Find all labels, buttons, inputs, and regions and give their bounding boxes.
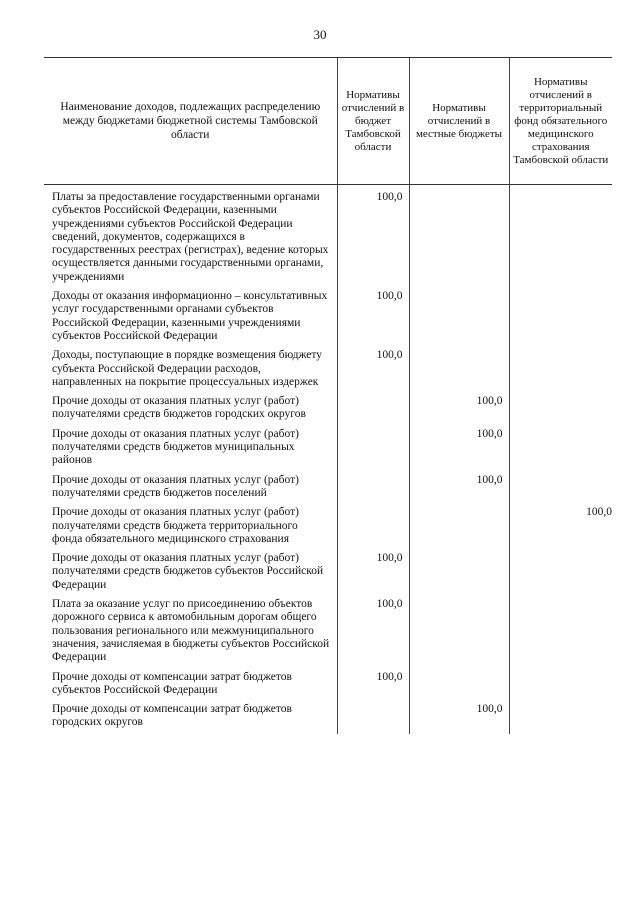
local-norm-cell <box>409 504 509 550</box>
table-row <box>44 472 612 505</box>
regional-norm-cell <box>337 701 409 734</box>
table-row <box>44 288 612 347</box>
regional-norm-cell: 100,0 <box>337 185 409 289</box>
revenue-name-cell: Прочие доходы от оказания платных услуг (работ) получателями средств бюджетов поселений <box>52 473 299 499</box>
table-row <box>44 669 612 702</box>
revenue-name-cell: Прочие доходы от оказания платных услуг (работ) получателями средств бюджетов субъектов Российской Федерации <box>52 552 324 591</box>
local-norm-cell <box>409 596 509 668</box>
fund-norm-cell <box>509 347 612 393</box>
revenue-name-cell: Плата за оказание услуг по присоединению объектов дорожного сервиса к автомобильным дорогам общего пользования регионального или межмуниципального значения, зачисляемая в бюджеты субъектов Российской Федерации <box>52 598 330 664</box>
regional-norm-cell: 100,0 <box>337 596 409 668</box>
local-norm-cell <box>409 550 509 596</box>
revenue-name-cell: Прочие доходы от оказания платных услуг (работ) получателями средств бюджета территориального фонда обязательного медицинского страхования <box>52 506 299 545</box>
header-revenue-name: Наименование доходов, подлежащих распределению между бюджетами бюджетной системы Тамбовской области <box>44 58 337 185</box>
header-fund-norm: Нормативы отчислений в территориальный фонд обязательного медицинского страхования Тамбовской области <box>509 58 612 185</box>
revenue-name-cell: Прочие доходы от оказания платных услуг (работ) получателями средств бюджетов городских округов <box>52 395 306 421</box>
regional-norm-cell <box>337 504 409 550</box>
header-local-norm: Нормативы отчислений в местные бюджеты <box>409 58 509 185</box>
table-row <box>44 550 612 596</box>
regional-norm-cell <box>337 426 409 472</box>
fund-norm-cell <box>509 669 612 702</box>
revenue-name-cell: Прочие доходы от компенсации затрат бюджетов субъектов Российской Федерации <box>52 670 292 696</box>
revenue-name-cell: Доходы, поступающие в порядке возмещения бюджету субъекта Российской Федерации расходов, направленных на покрытие процессуальных издержек <box>52 349 323 388</box>
local-norm-cell: 100,0 <box>409 393 509 426</box>
regional-norm-cell: 100,0 <box>337 347 409 393</box>
fund-norm-cell <box>509 426 612 472</box>
regional-norm-cell: 100,0 <box>337 669 409 702</box>
regional-norm-cell: 100,0 <box>337 288 409 347</box>
local-norm-cell <box>409 288 509 347</box>
table-row <box>44 504 612 550</box>
table-row <box>44 701 612 734</box>
local-norm-cell <box>409 347 509 393</box>
table-row <box>44 393 612 426</box>
fund-norm-cell <box>509 550 612 596</box>
table-row <box>44 347 612 393</box>
table-header <box>44 58 612 185</box>
local-norm-cell <box>409 185 509 289</box>
revenue-name-cell: Доходы от оказания информационно – консультативных услуг государственными органами субъектов Российской Федерации, казенными учреждениями субъектов Российской Федерации <box>52 290 328 342</box>
fund-norm-cell: 100,0 <box>509 504 612 550</box>
header-regional-norm: Нормативы отчислений в бюджет Тамбовской области <box>337 58 409 185</box>
table-row <box>44 596 612 668</box>
regional-norm-cell <box>337 472 409 505</box>
local-norm-cell <box>409 669 509 702</box>
revenue-norms-table <box>44 57 612 734</box>
regional-norm-cell <box>337 393 409 426</box>
fund-norm-cell <box>509 393 612 426</box>
local-norm-cell: 100,0 <box>409 426 509 472</box>
revenue-name-cell: Платы за предоставление государственными органами субъектов Российской Федерации, казенными учреждениями субъектов Российской Федерации сведений, документов, содержащихся в государственных реестрах (регистрах), ведение которых осуществляется данными государственными органами, учреждениями <box>52 191 329 283</box>
table-body <box>44 185 612 734</box>
fund-norm-cell <box>509 288 612 347</box>
fund-norm-cell <box>509 185 612 289</box>
fund-norm-cell <box>509 472 612 505</box>
local-norm-cell: 100,0 <box>409 472 509 505</box>
fund-norm-cell <box>509 701 612 734</box>
revenue-name-cell: Прочие доходы от оказания платных услуг (работ) получателями средств бюджетов муниципальных районов <box>52 427 299 467</box>
revenue-name-cell: Прочие доходы от компенсации затрат бюджетов городских округов <box>52 703 292 729</box>
table-row <box>44 185 612 289</box>
local-norm-cell: 100,0 <box>409 701 509 734</box>
regional-norm-cell: 100,0 <box>337 550 409 596</box>
fund-norm-cell <box>509 596 612 668</box>
page-number: 30 <box>313 27 327 42</box>
table-row <box>44 426 612 472</box>
